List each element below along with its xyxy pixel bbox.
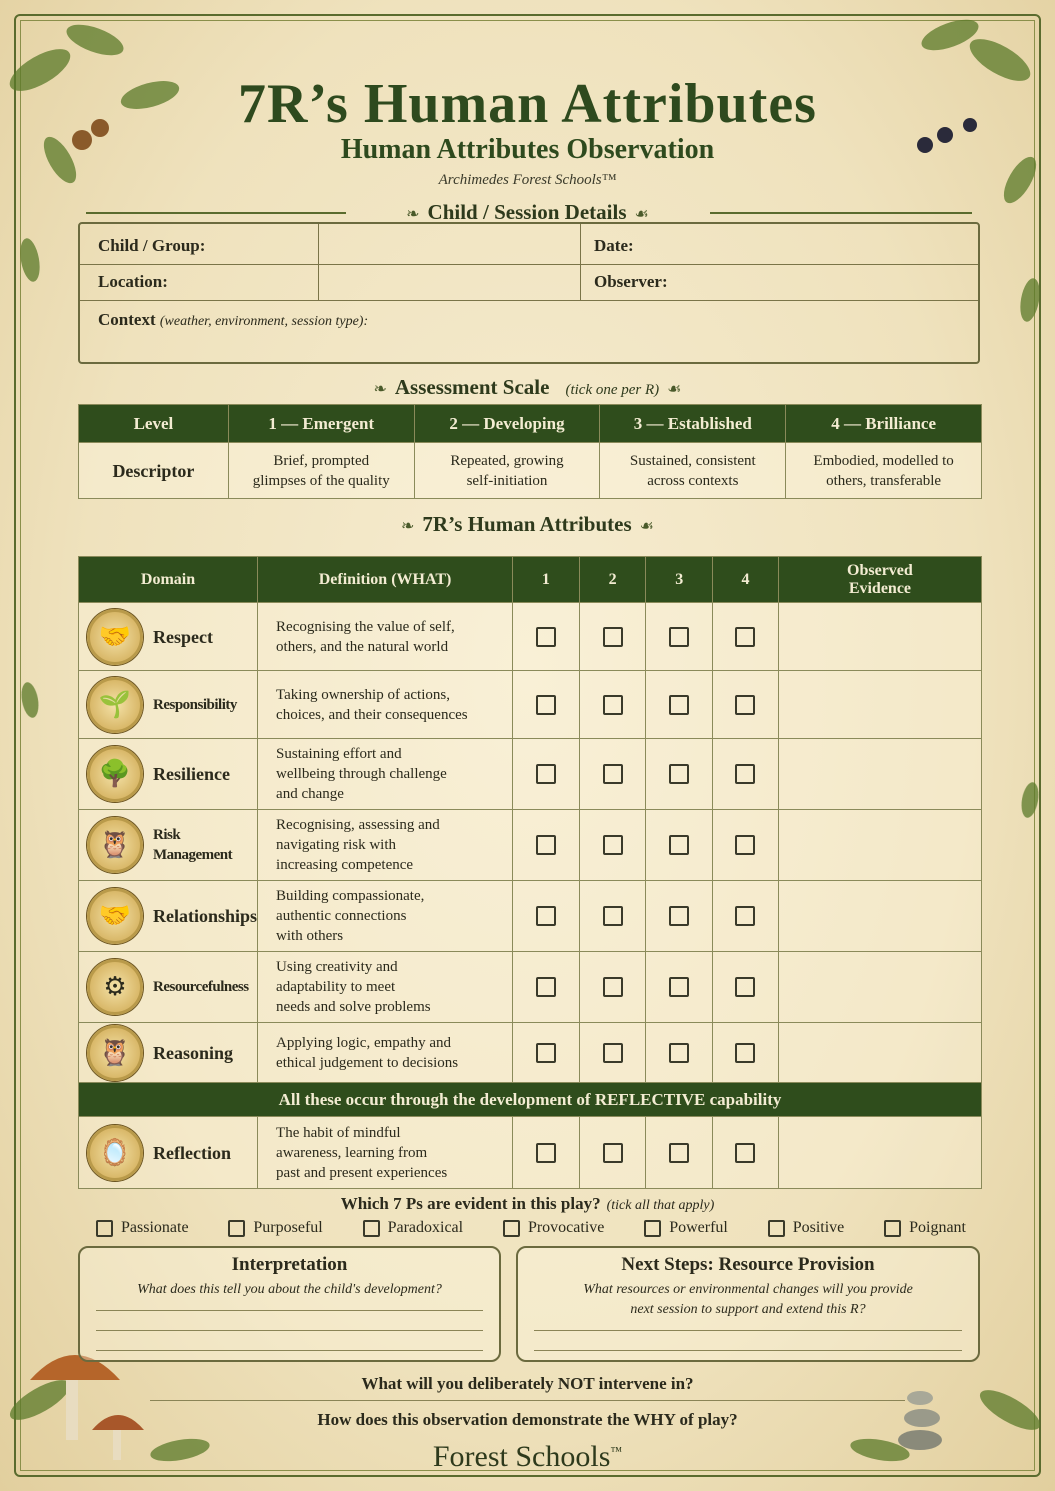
observed-evidence-cell[interactable] bbox=[778, 1023, 981, 1083]
level-3-cell bbox=[646, 1117, 713, 1189]
p-checkbox[interactable] bbox=[644, 1220, 661, 1237]
observed-evidence-cell[interactable] bbox=[778, 881, 981, 952]
level-2-checkbox[interactable] bbox=[603, 764, 623, 784]
scale-header-2: 2 — Developing bbox=[414, 405, 600, 443]
level-2-checkbox[interactable] bbox=[603, 1043, 623, 1063]
p-checkbox[interactable] bbox=[884, 1220, 901, 1237]
level-4-checkbox[interactable] bbox=[735, 695, 755, 715]
domain-name: Responsibility bbox=[153, 696, 237, 713]
p-label: Provocative bbox=[527, 1219, 605, 1236]
level-3-checkbox[interactable] bbox=[669, 835, 689, 855]
level-3-checkbox[interactable] bbox=[669, 627, 689, 647]
level-1-checkbox[interactable] bbox=[536, 1043, 556, 1063]
attributes-header-row bbox=[79, 557, 982, 603]
scale-header-1: 1 — Emergent bbox=[228, 405, 414, 443]
location-label: Location: bbox=[98, 272, 168, 291]
level-4-checkbox[interactable] bbox=[735, 627, 755, 647]
header-level-1: 1 bbox=[513, 557, 580, 603]
observer-field[interactable] bbox=[680, 266, 970, 298]
level-1-checkbox[interactable] bbox=[536, 835, 556, 855]
scale-header-3: 3 — Established bbox=[600, 405, 786, 443]
p-option-purposeful[interactable] bbox=[228, 1219, 322, 1237]
level-4-cell bbox=[713, 739, 779, 810]
attribute-row bbox=[79, 1023, 982, 1083]
domain-name: Relationships bbox=[153, 906, 258, 926]
header-observed-evidence: Observed Evidence bbox=[778, 557, 981, 603]
level-4-cell bbox=[713, 1023, 779, 1083]
level-4-checkbox[interactable] bbox=[735, 906, 755, 926]
p-label: Paradoxical bbox=[387, 1219, 464, 1236]
details-box bbox=[78, 222, 980, 364]
p-option-poignant[interactable] bbox=[884, 1219, 966, 1237]
owl-icon: 🦉 bbox=[87, 817, 143, 873]
attributes-table bbox=[78, 556, 982, 1189]
definition-cell: Recognising, assessing and navigating risk with increasing competence bbox=[258, 810, 513, 881]
level-3-cell bbox=[646, 1023, 713, 1083]
domain-cell bbox=[79, 1023, 258, 1083]
level-2-checkbox[interactable] bbox=[603, 1143, 623, 1163]
level-3-checkbox[interactable] bbox=[669, 1043, 689, 1063]
observed-evidence-cell[interactable] bbox=[778, 810, 981, 881]
attribute-row bbox=[79, 810, 982, 881]
reflective-banner: All these occur through the development of REFLECTIVE capability bbox=[79, 1083, 982, 1117]
reflective-banner-row bbox=[79, 1083, 982, 1117]
date-field[interactable] bbox=[660, 226, 970, 262]
header-level-4: 4 bbox=[713, 557, 779, 603]
level-2-checkbox[interactable] bbox=[603, 977, 623, 997]
definition-cell: Using creativity and adaptability to meet needs and solve problems bbox=[258, 952, 513, 1023]
date-label: Date: bbox=[594, 236, 634, 255]
level-1-checkbox[interactable] bbox=[536, 627, 556, 647]
level-1-checkbox[interactable] bbox=[536, 764, 556, 784]
level-1-cell bbox=[513, 952, 580, 1023]
interpretation-title: Interpretation bbox=[231, 1254, 348, 1275]
level-4-checkbox[interactable] bbox=[735, 1043, 755, 1063]
level-3-cell bbox=[646, 952, 713, 1023]
domain-cell bbox=[79, 1117, 258, 1189]
seven-ps-question: Which 7 Ps are evident in this play? (tick all that apply) bbox=[340, 1194, 715, 1213]
header-domain: Domain bbox=[79, 557, 258, 603]
scale-header-level: Level bbox=[79, 405, 229, 443]
next-steps-title: Next Steps: Resource Provision bbox=[621, 1254, 875, 1275]
level-3-cell bbox=[646, 739, 713, 810]
p-checkbox[interactable] bbox=[503, 1220, 520, 1237]
domain-name: Risk Management bbox=[153, 827, 233, 863]
level-1-checkbox[interactable] bbox=[536, 1143, 556, 1163]
p-option-paradoxical[interactable] bbox=[363, 1219, 464, 1237]
scale-header-4: 4 — Brilliance bbox=[786, 405, 982, 443]
definition-cell: Building compassionate, authentic connections with others bbox=[258, 881, 513, 952]
level-2-checkbox[interactable] bbox=[603, 627, 623, 647]
definition-cell: Sustaining effort and wellbeing through challenge and change bbox=[258, 739, 513, 810]
attribute-row bbox=[79, 739, 982, 810]
level-2-cell bbox=[579, 603, 646, 671]
interpretation-prompt: What does this tell you about the child's development? bbox=[137, 1282, 442, 1297]
definition-cell: Recognising the value of self, others, and the natural world bbox=[258, 603, 513, 671]
context-label: Context (weather, environment, session type): bbox=[98, 310, 369, 329]
domain-name: Respect bbox=[153, 626, 213, 647]
handshake-heart-icon: 🤝 bbox=[87, 609, 143, 665]
next-steps-prompt: What resources or environmental changes will you provide next session to support and extend this R? bbox=[583, 1282, 913, 1317]
level-2-cell bbox=[579, 1117, 646, 1189]
ornament-icon: ❧ bbox=[401, 518, 415, 535]
question-why-of-play: How does this observation demonstrate the WHY of play? bbox=[317, 1410, 738, 1429]
question-not-intervene: What will you deliberately NOT intervene in? bbox=[361, 1374, 694, 1393]
p-label: Purposeful bbox=[253, 1219, 323, 1236]
child-group-label: Child / Group: bbox=[98, 236, 206, 255]
tree-icon: 🌳 bbox=[87, 746, 143, 802]
level-1-cell bbox=[513, 810, 580, 881]
interpretation-box bbox=[78, 1246, 501, 1362]
observed-evidence-cell[interactable] bbox=[778, 952, 981, 1023]
domain-cell bbox=[79, 952, 258, 1023]
p-label: Powerful bbox=[669, 1219, 728, 1236]
level-3-cell bbox=[646, 671, 713, 739]
attribute-row bbox=[79, 671, 982, 739]
domain-name: Reasoning bbox=[153, 1042, 234, 1063]
header-level-2: 2 bbox=[579, 557, 646, 603]
domain-cell bbox=[79, 739, 258, 810]
p-checkbox[interactable] bbox=[228, 1220, 245, 1237]
level-1-cell bbox=[513, 603, 580, 671]
descriptor-2: Repeated, growing self-initiation bbox=[414, 443, 600, 499]
ornament-icon: ❧ bbox=[406, 206, 420, 223]
gear-plant-icon: ⚙ bbox=[87, 959, 143, 1015]
assessment-scale-table bbox=[78, 404, 982, 499]
domain-cell bbox=[79, 881, 258, 952]
observed-evidence-cell[interactable] bbox=[778, 739, 981, 810]
observed-evidence-cell[interactable] bbox=[778, 603, 981, 671]
observed-evidence-cell[interactable] bbox=[778, 671, 981, 739]
scale-note: (tick one per R) bbox=[565, 382, 660, 398]
owl-icon: 🦉 bbox=[87, 1025, 143, 1081]
descriptor-4: Embodied, modelled to others, transferable bbox=[786, 443, 982, 499]
page-title: 7R’s Human Attributes bbox=[238, 73, 817, 135]
mirror-icon: 🪞 bbox=[87, 1125, 143, 1181]
level-2-checkbox[interactable] bbox=[603, 906, 623, 926]
level-3-cell bbox=[646, 603, 713, 671]
attribute-row bbox=[79, 603, 982, 671]
level-4-cell bbox=[713, 603, 779, 671]
level-2-cell bbox=[579, 810, 646, 881]
child-group-field[interactable] bbox=[320, 226, 578, 262]
level-2-cell bbox=[579, 671, 646, 739]
ornament-icon: ☙ bbox=[639, 518, 654, 535]
level-3-cell bbox=[646, 881, 713, 952]
attribute-row bbox=[79, 1117, 982, 1189]
section-heading-attributes: ❧ 7R’s Human Attributes ☙ bbox=[401, 512, 654, 536]
level-4-checkbox[interactable] bbox=[735, 977, 755, 997]
p-checkbox[interactable] bbox=[363, 1220, 380, 1237]
level-2-cell bbox=[579, 881, 646, 952]
location-field[interactable] bbox=[320, 266, 578, 298]
definition-cell: The habit of mindful awareness, learning from past and present experiences bbox=[258, 1117, 513, 1189]
domain-cell bbox=[79, 603, 258, 671]
level-4-cell bbox=[713, 881, 779, 952]
level-4-checkbox[interactable] bbox=[735, 1143, 755, 1163]
level-1-cell bbox=[513, 1023, 580, 1083]
footer-brand: Forest Schools™ bbox=[432, 1440, 623, 1473]
header-level-3: 3 bbox=[646, 557, 713, 603]
context-note: (weather, environment, session type): bbox=[159, 314, 369, 329]
not-intervene-field[interactable] bbox=[150, 1372, 905, 1400]
organization-name: Archimedes Forest Schools™ bbox=[438, 172, 617, 188]
level-1-cell bbox=[513, 1117, 580, 1189]
p-label: Positive bbox=[792, 1219, 845, 1236]
scale-descriptor-row bbox=[79, 443, 982, 499]
domain-name: Reflection bbox=[153, 1142, 231, 1163]
level-3-checkbox[interactable] bbox=[669, 1143, 689, 1163]
level-4-checkbox[interactable] bbox=[735, 764, 755, 784]
level-1-cell bbox=[513, 881, 580, 952]
ornament-icon: ☙ bbox=[634, 206, 649, 223]
next-steps-box bbox=[516, 1246, 980, 1362]
level-3-checkbox[interactable] bbox=[669, 764, 689, 784]
p-option-powerful[interactable] bbox=[644, 1219, 728, 1237]
level-1-checkbox[interactable] bbox=[536, 906, 556, 926]
next-steps-field[interactable] bbox=[530, 1326, 966, 1358]
level-1-checkbox[interactable] bbox=[536, 977, 556, 997]
level-4-checkbox[interactable] bbox=[735, 835, 755, 855]
p-label: Passionate bbox=[121, 1219, 189, 1236]
definition-cell: Taking ownership of actions, choices, and their consequences bbox=[258, 671, 513, 739]
level-2-cell bbox=[579, 1023, 646, 1083]
context-field[interactable] bbox=[98, 332, 964, 358]
domain-cell bbox=[79, 810, 258, 881]
level-3-cell bbox=[646, 810, 713, 881]
level-2-cell bbox=[579, 739, 646, 810]
section-heading-details: ❧ Child / Session Details ☙ bbox=[406, 200, 649, 224]
observed-evidence-cell[interactable] bbox=[778, 1117, 981, 1189]
observer-label: Observer: bbox=[594, 272, 668, 291]
descriptor-label: Descriptor bbox=[79, 443, 229, 499]
level-3-checkbox[interactable] bbox=[669, 906, 689, 926]
p-checkbox[interactable] bbox=[768, 1220, 785, 1237]
domain-cell bbox=[79, 671, 258, 739]
level-4-cell bbox=[713, 952, 779, 1023]
level-2-checkbox[interactable] bbox=[603, 835, 623, 855]
p-option-positive[interactable] bbox=[768, 1219, 845, 1237]
p-label: Poignant bbox=[909, 1219, 966, 1236]
handshake-icon: 🤝 bbox=[87, 888, 143, 944]
page-subtitle: Human Attributes Observation bbox=[340, 134, 715, 165]
seedling-icon: 🌱 bbox=[87, 677, 143, 733]
level-4-cell bbox=[713, 810, 779, 881]
descriptor-1: Brief, prompted glimpses of the quality bbox=[228, 443, 414, 499]
ornament-icon: ❧ bbox=[373, 381, 387, 398]
descriptor-3: Sustained, consistent across contexts bbox=[600, 443, 786, 499]
p-checkbox[interactable] bbox=[96, 1220, 113, 1237]
header-definition: Definition (WHAT) bbox=[258, 557, 513, 603]
seven-ps-checklist bbox=[96, 1216, 966, 1240]
attribute-row bbox=[79, 952, 982, 1023]
ornament-icon: ☙ bbox=[667, 381, 682, 398]
section-heading-scale: ❧ Assessment Scale (tick one per R) ☙ bbox=[373, 375, 682, 399]
domain-name: Resilience bbox=[153, 764, 230, 784]
p-option-provocative[interactable] bbox=[503, 1219, 604, 1237]
p-option-passionate[interactable] bbox=[96, 1219, 189, 1237]
level-1-checkbox[interactable] bbox=[536, 695, 556, 715]
attribute-row bbox=[79, 881, 982, 952]
level-1-cell bbox=[513, 671, 580, 739]
interpretation-field[interactable] bbox=[92, 1304, 487, 1358]
domain-name: Resourcefulness bbox=[153, 979, 249, 995]
level-4-cell bbox=[713, 1117, 779, 1189]
level-2-cell bbox=[579, 952, 646, 1023]
footer-logo-text: Forest Schools bbox=[432, 1440, 611, 1473]
level-3-checkbox[interactable] bbox=[669, 977, 689, 997]
scale-header-row bbox=[79, 405, 982, 443]
level-1-cell bbox=[513, 739, 580, 810]
level-3-checkbox[interactable] bbox=[669, 695, 689, 715]
level-4-cell bbox=[713, 671, 779, 739]
definition-cell: Applying logic, empathy and ethical judgement to decisions bbox=[258, 1023, 513, 1083]
level-2-checkbox[interactable] bbox=[603, 695, 623, 715]
